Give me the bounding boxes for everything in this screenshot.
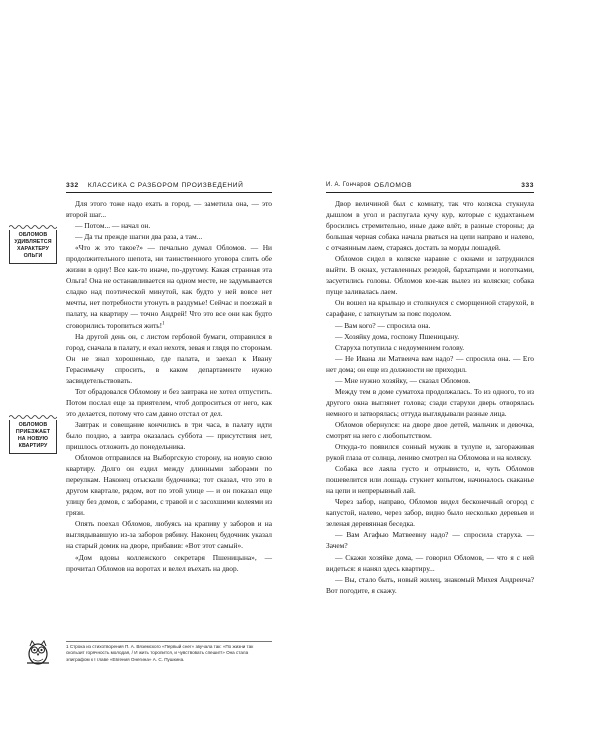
left-page <box>0 178 300 678</box>
paragraph: — Вам Агафью Матвеевну надо? — спросила старуха. — Зачем? <box>326 530 534 551</box>
paragraph: Собака все лаяла густо и отрывисто, и, чуть Обломов пошевелится или лошадь стукнет копытом, начиналось скаканье на цепи и непрерывный лай. <box>326 464 534 496</box>
right-page-header <box>326 178 534 193</box>
paragraph: Через забор, направо, Обломов видел бесконечный огород с капустой, налево, через забор, видно было несколько деревьев и зеленая деревянная беседка. <box>326 497 534 529</box>
owl-emblem-icon <box>25 638 51 666</box>
paragraph: Тот обрадовался Обломову и без завтрака не хотел отпустить. Потом послал еще за приятелем, чтоб допроситься от него, как это делается, потому что сам давно отстал от дел. <box>66 386 272 418</box>
paragraph: Завтрак и совещание кончились в три часа, в палату идти было поздно, а завтра оказалась суббота — присутствия нет, пришлось отложить до понедельника. <box>66 419 272 452</box>
paragraph: — Вы, стало быть, новый жилец, знакомый Михея Андреича? Вот погодите, я скажу. <box>326 574 534 595</box>
side-note-olga <box>9 224 57 264</box>
side-note-new-apartment <box>9 414 57 454</box>
paragraph: Откуда-то появился сонный мужик в тулупе и, загораживая рукой глаза от солнца, лениво смотрел на Обломова и на коляску. <box>326 442 534 463</box>
paragraph: Опять поехал Обломов, любуясь на крапиву у заборов и на выглядывавшую из-за заборов рябину. Наконец будочник указал на старый домик на дворе, прибавив: «Вот этот самый». <box>66 519 272 551</box>
paragraph: — Скажи хозяйке дома, — говорил Обломов, — что я с ней видеться: я нанял здесь квартиру... <box>326 552 534 573</box>
paragraph: На другой день он, с листом гербовой бумаги, отправился в город, сначала в палату, и ехал нехотя, зевая и глядя по сторонам. Он не знал хорошенько, где палата, и заехал к Ивану Герасимычу спросить, в каком департаменте нужно засвидетельствовать. <box>66 331 272 385</box>
right-running-title: ОБЛОМОВ <box>374 181 413 189</box>
paragraph: Обломов сидел в коляске наравне с окнами и затруднился выйти. В окнах, уставленных резедой, бархатцами и ноготками, засуетились головы. Обломов кое-как вылез из коляски; собака пуще заливалась лаем. <box>326 254 534 297</box>
footnote-mark: 1 <box>162 321 165 327</box>
left-running-title: КЛАССИКА С РАЗБОРОМ ПРОИЗВЕДЕНИЙ <box>87 181 244 189</box>
side-note-text: ОБЛОМОВ УДИВЛЯЕТСЯ ХАРАКТЕРУ ОЛЬГИ <box>9 230 57 264</box>
paragraph: — Не Ивана ли Матвеича вам надо? — спросила она. — Его нет дома; он еще из должности не приходил. <box>326 353 534 374</box>
paragraph: «Дом вдовы коллежского секретаря Пшеницына», — прочитал Обломов на воротах и велел въехать на двор. <box>66 552 272 573</box>
paragraph: — Потом... — начал он. <box>75 221 151 231</box>
paragraph: Между тем в доме суматоха продолжалась. То из одного, то из другого окна выглянет голова; сзади старухи дверь отворялась немного и затворялась; оттуда выглядывали разные лица. <box>326 386 534 418</box>
paragraph: Он вошел на крыльцо и столкнулся с сморщенной старухой, в сарафане, с заткнутым за пояс подолом. <box>326 298 534 319</box>
left-body-text <box>66 198 272 574</box>
side-note-text: ОБЛОМОВ ПРИЕЗЖАЕТ НА НОВУЮ КВАРТИРУ <box>9 420 57 454</box>
paragraph: — Хозяйку дома, госпожу Пшеницыну. <box>335 331 460 341</box>
footnote: 1 Строка из стихотворения П. А. Вяземского «Первый снег» звучала так: «По жизни так скользит горячность молодая, / И жить торопится, и чувствовать спешит!» Она стала эпиграфом к I главе «Евгения Онегина» А. С. Пушкина. <box>66 641 272 663</box>
right-page <box>300 178 600 678</box>
left-page-number: 332 <box>66 181 79 189</box>
left-page-header <box>66 178 272 193</box>
paragraph: Двор величиной был с комнату, так что коляска стукнула дышлом в угол и распугала кучу кур, которые с кудахтаньем бросились стремительно, иные даже влёт, в разные стороны; да большая черная собака начала рваться на цепи направо и налево, с отчаянным лаем, стараясь достать за морды лошадей. <box>326 199 534 253</box>
paragraph: — Вам кого? — спросила она. <box>335 320 431 330</box>
running-author: И. А. Гончаров <box>326 182 372 188</box>
paragraph-text: «Что ж это такое?» — печально думал Обломов. — Ни продолжительного шепота, ни таинственного уговора слить обе жизни в одну! Все как-то иначе, по-другому. Какая странная эта Ольга! Она не останавливается на одном месте, не задумывается сладко над поэтической минутой, как будто у ней вовсе нет мечты, нет потребности утонуть в раздумье! Сейчас и поезжай в палату, на квартиру — точно Андрей! Что это все они как будто сговорились торопиться жить! <box>66 243 272 330</box>
right-page-number: 333 <box>521 181 534 189</box>
paragraph: — Да ты прежде шагни два раза, а там... <box>75 232 203 242</box>
paragraph: Обломов отправился на Выборгскую сторону, на новую свою квартиру. Долго он ездил между длинными заборами по переулкам. Наконец отыскали будочника; тот сказал, что это в другом квартале, рядом, вот по этой улице — и он показал еще улицу без домов, с заборами, с травой и с засохшими колеями из грязи. <box>66 453 272 518</box>
paragraph: Старуха потупила с недоумением голову. <box>335 342 465 352</box>
paragraph: Для этого тоже надо ехать в город, — заметила она, — это второй шаг... <box>66 199 272 220</box>
paragraph: — Мне нужно хозяйку, — сказал Обломов. <box>335 375 471 385</box>
paragraph: Обломов обернулся: на дворе двое детей, мальчик и девочка, смотрят на него с любопытством. <box>326 419 534 440</box>
right-body-text <box>326 198 534 596</box>
paragraph <box>66 242 272 330</box>
